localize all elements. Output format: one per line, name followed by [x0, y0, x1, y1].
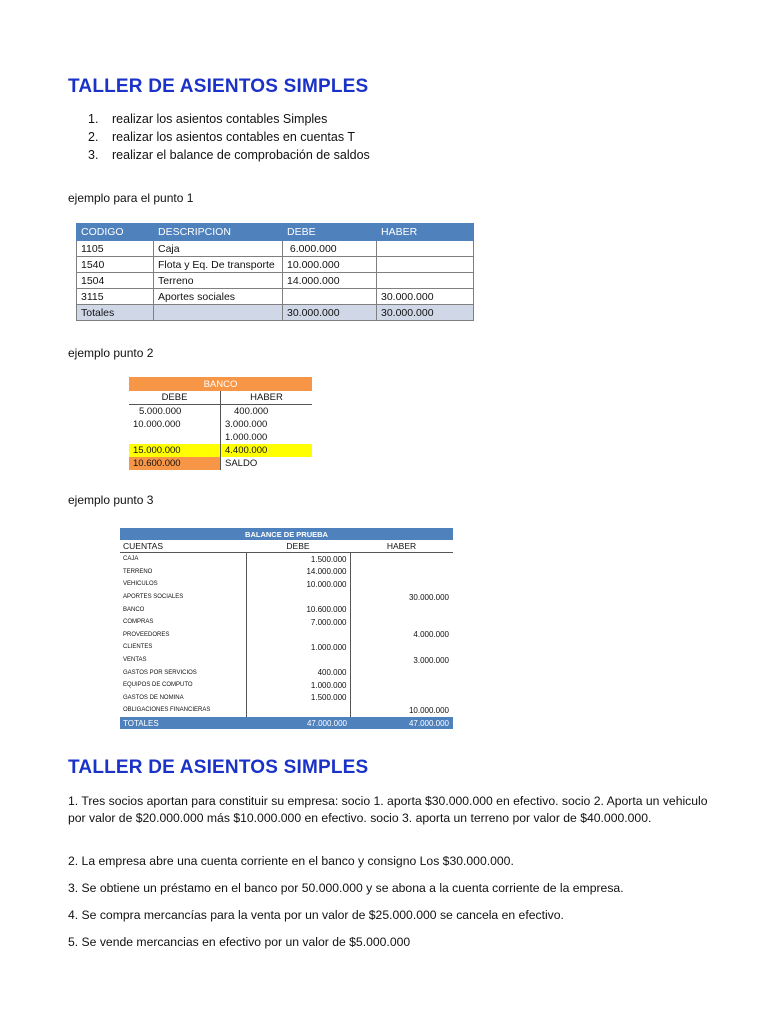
haber-header: HABER [221, 391, 313, 405]
cell: APORTES SOCIALES [123, 594, 184, 601]
table-header-row [120, 540, 453, 553]
table-row [129, 431, 312, 444]
cell: GASTOS DE NOMINA [123, 694, 184, 701]
cell: 1504 [77, 273, 154, 289]
cell [246, 591, 350, 604]
cell: 400.000 [221, 405, 313, 419]
cell [350, 679, 453, 692]
cell: OBLIGACIONES FINANCIERAS [123, 707, 211, 714]
cell [350, 666, 453, 679]
cell: Totales [77, 305, 154, 321]
table-row [120, 566, 453, 579]
example-1-label: ejemplo para el punto 1 [68, 191, 194, 205]
exercise-1: 1. Tres socios aportan para constituir su empresa: socio 1. aporta $30.000.000 en efectivo. socio 2. Aporta un vehiculo por valor de $20.000.000 más $10.000.000 en efectivo. socio 3. aporta un terreno por valor de $40.000.000. [68, 794, 708, 825]
t-account-table [129, 377, 312, 470]
cell: 14.000.000 [246, 566, 350, 579]
column-header: DESCRIPCION [154, 224, 283, 241]
cell [154, 305, 283, 321]
cell [377, 241, 474, 257]
cell: 10.000.000 [283, 257, 377, 273]
cell: BANCO [123, 606, 145, 613]
table-row [120, 704, 453, 717]
list-item: 1. realizar los asientos contables Simples [88, 112, 328, 126]
cell [350, 616, 453, 629]
cell: SALDO [221, 457, 313, 470]
cell: 10.000.000 [408, 705, 449, 715]
cell: 1.000.000 [246, 641, 350, 654]
cell [350, 641, 453, 654]
column-header: DEBE [283, 224, 377, 241]
table-row [120, 578, 453, 591]
cell [377, 257, 474, 273]
cell: 1540 [77, 257, 154, 273]
table-row [120, 616, 453, 629]
cell: 14.000.000 [283, 273, 377, 289]
cell [350, 578, 453, 591]
table-row [120, 553, 453, 566]
totals-row [77, 305, 474, 321]
cell [350, 553, 453, 566]
cell: 30.000.000 [283, 305, 377, 321]
cell: Terreno [154, 273, 283, 289]
table-row [77, 289, 474, 305]
cell: 30.000.000 [408, 592, 449, 602]
table-row [120, 641, 453, 654]
cell: 3.000.000 [413, 655, 449, 665]
cell: 1.000.000 [246, 679, 350, 692]
debe-header: DEBE [129, 391, 221, 405]
table-row [120, 629, 453, 642]
totals-row [120, 717, 453, 730]
table-row [120, 603, 453, 616]
example-3-label: ejemplo punto 3 [68, 493, 154, 507]
cell: TOTALES [120, 717, 246, 730]
cell: 30.000.000 [377, 305, 474, 321]
cell: 10.000.000 [246, 578, 350, 591]
instructions-list [88, 110, 370, 164]
cell: 10.600.000 [129, 457, 221, 470]
table-row [77, 241, 474, 257]
cell: Flota y Eq. De transporte [154, 257, 283, 273]
cell: 4.400.000 [221, 444, 313, 457]
cell: PROVEEDORES [123, 631, 170, 638]
column-header: CUENTAS [120, 540, 246, 553]
cell: 1105 [77, 241, 154, 257]
trial-balance-body [120, 553, 453, 717]
cell [246, 654, 350, 667]
saldo-row [129, 457, 312, 470]
cell: 3.000.000 [221, 418, 313, 431]
table-row [120, 692, 453, 705]
exercise-3: 3. Se obtiene un préstamo en el banco por 50.000.000 y se abona a la cuenta corriente de la empresa. [68, 881, 624, 895]
page-title: TALLER DE ASIENTOS SIMPLES [68, 76, 369, 97]
exercise-4: 4. Se compra mercancías para la venta por un valor de $25.000.000 se cancela en efectivo. [68, 908, 564, 922]
cell: TERRENO [123, 568, 153, 575]
cell [129, 431, 221, 444]
table-row [120, 666, 453, 679]
cell [246, 704, 350, 717]
table-row [129, 405, 312, 419]
table-row [120, 591, 453, 604]
list-item: 3. realizar el balance de comprobación de saldos [88, 148, 370, 162]
example-2-label: ejemplo punto 2 [68, 346, 154, 360]
cell [377, 273, 474, 289]
cell [350, 692, 453, 705]
cell: 6.000.000 [283, 241, 377, 257]
cell: 7.000.000 [246, 616, 350, 629]
column-header: CODIGO [77, 224, 154, 241]
cell [350, 566, 453, 579]
table-row [120, 679, 453, 692]
trial-balance-title: BALANCE DE PRUEBA [120, 528, 453, 540]
column-header: DEBE [246, 540, 350, 553]
cell: CAJA [123, 556, 139, 563]
column-header: HABER [350, 540, 453, 553]
cell: VEHICULOS [123, 581, 158, 588]
cell [350, 603, 453, 616]
cell: 3115 [77, 289, 154, 305]
cell: 10.000.000 [133, 419, 181, 430]
cell: 47.000.000 [350, 717, 453, 730]
trial-balance-table [120, 528, 453, 729]
cell [283, 289, 377, 305]
cell: 1.500.000 [246, 692, 350, 705]
table-row [77, 273, 474, 289]
cell: 30.000.000 [377, 289, 474, 305]
cell: 1.000.000 [221, 431, 313, 444]
cell: GASTOS POR SERVICIOS [123, 669, 197, 676]
cell: Caja [154, 241, 283, 257]
cell [246, 629, 350, 642]
subtotal-row [129, 444, 312, 457]
exercise-5: 5. Se vende mercancias en efectivo por un valor de $5.000.000 [68, 935, 411, 949]
cell: CLIENTES [123, 644, 153, 651]
exercise-2: 2. La empresa abre una cuenta corriente en el banco y consigno Los $30.000.000. [68, 854, 514, 868]
table-row [129, 418, 312, 431]
cell: 1.500.000 [246, 553, 350, 566]
cell: 15.000.000 [129, 444, 221, 457]
cell: VENTAS [123, 657, 147, 664]
journal-entry-table [76, 223, 474, 321]
t-account-title: BANCO [129, 377, 312, 391]
table-row [120, 654, 453, 667]
list-item: 2. realizar los asientos contables en cuentas T [88, 130, 355, 144]
cell: 47.000.000 [246, 717, 350, 730]
cell: COMPRAS [123, 619, 154, 626]
t-account-header-row [129, 391, 312, 405]
table-row [77, 257, 474, 273]
cell: 400.000 [246, 666, 350, 679]
cell: 10.600.000 [246, 603, 350, 616]
cell: 4.000.000 [413, 630, 449, 640]
table-header-row [77, 224, 474, 241]
cell: EQUIPOS DE COMPUTO [123, 682, 193, 689]
cell: 5.000.000 [139, 406, 182, 417]
cell: Aportes sociales [154, 289, 283, 305]
column-header: HABER [377, 224, 474, 241]
section-title: TALLER DE ASIENTOS SIMPLES [68, 757, 369, 778]
